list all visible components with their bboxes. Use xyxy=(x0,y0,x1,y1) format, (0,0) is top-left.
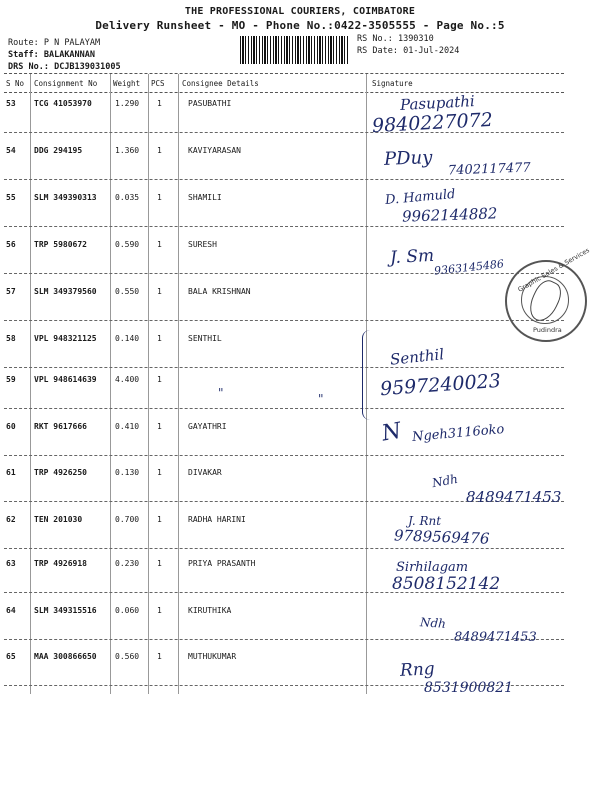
table-row xyxy=(0,327,600,374)
signature-phone: 8489471453 xyxy=(466,488,562,506)
consignee-cell: RADHA HARINI xyxy=(188,515,246,524)
row-divider xyxy=(4,548,564,549)
table-row xyxy=(0,186,600,233)
row-divider xyxy=(4,179,564,180)
col-header-signature: Signature xyxy=(372,79,413,88)
pcs-cell: 1 xyxy=(157,375,162,384)
consignee-cell: PASUBATHI xyxy=(188,99,232,108)
consignment-cell: TRP 4926918 xyxy=(34,559,87,568)
signature-name: Sirhilagam xyxy=(396,560,469,575)
stamp-text-bottom: Pudindra xyxy=(533,326,562,334)
drs-line xyxy=(8,62,121,72)
col-header-consignment: Consignment No xyxy=(34,79,98,88)
drs-value: DCJB139031005 xyxy=(54,62,121,72)
consignment-cell: SLM 349379560 xyxy=(34,287,97,296)
table-top-rule xyxy=(4,73,564,74)
consignment-cell: VPL 948321125 xyxy=(34,334,97,343)
table-row xyxy=(0,552,600,599)
pcs-cell: 1 xyxy=(157,515,162,524)
consignment-cell: TEN 201030 xyxy=(34,515,83,524)
grouping-brace xyxy=(362,330,373,420)
signature-name: Senthil xyxy=(389,345,445,369)
barcode xyxy=(240,36,350,64)
sno-cell: 59 xyxy=(6,375,16,384)
rs-no-line xyxy=(357,34,434,44)
sno-cell: 58 xyxy=(6,334,16,343)
sno-cell: 60 xyxy=(6,422,16,431)
signature-phone: Ngeh3116oko xyxy=(411,422,505,445)
consignment-cell: TRP 4926250 xyxy=(34,468,87,477)
rs-date-label: RS Date: xyxy=(357,46,398,56)
rs-no-value: 1390310 xyxy=(397,34,434,44)
table-row xyxy=(0,508,600,555)
row-divider xyxy=(4,320,564,321)
weight-cell: 0.590 xyxy=(115,240,140,249)
weight-cell: 0.130 xyxy=(115,468,140,477)
pcs-cell: 1 xyxy=(157,652,162,661)
pcs-cell: 1 xyxy=(157,422,162,431)
weight-cell: 0.035 xyxy=(115,193,140,202)
route-label: Route: xyxy=(8,38,39,48)
table-row xyxy=(0,368,600,415)
pcs-cell: 1 xyxy=(157,606,162,615)
pcs-cell: 1 xyxy=(157,287,162,296)
signature-phone: 9363145486 xyxy=(433,257,505,278)
consignment-cell: MAA 300866650 xyxy=(34,652,97,661)
consignee-cell: SENTHIL xyxy=(188,334,222,343)
sno-cell: 56 xyxy=(6,240,16,249)
consignee-cell: SURESH xyxy=(188,240,217,249)
weight-cell: 0.700 xyxy=(115,515,140,524)
consignee-cell: KAVIYARASAN xyxy=(188,146,241,155)
signature-phone: 7402117477 xyxy=(447,160,531,179)
signature-name: J. Rnt xyxy=(408,514,442,528)
consignee-cell: KIRUTHIKA xyxy=(188,606,232,615)
signature-name: D. Hamuld xyxy=(384,186,457,209)
consignee-cell: GAYATHRI xyxy=(188,422,227,431)
weight-cell: 1.290 xyxy=(115,99,140,108)
weight-cell: 0.550 xyxy=(115,287,140,296)
signature-phone: 8531900821 xyxy=(424,680,514,696)
consignment-cell: SLM 349390313 xyxy=(34,193,97,202)
weight-cell: 0.410 xyxy=(115,422,140,431)
consignee-cell: BALA KRISHNAN xyxy=(188,287,251,296)
staff-label: Staff: xyxy=(8,50,39,60)
table-row xyxy=(0,233,600,280)
route-line xyxy=(8,38,100,48)
sno-cell: 57 xyxy=(6,287,16,296)
weight-cell: 0.560 xyxy=(115,652,140,661)
pcs-cell: 1 xyxy=(157,334,162,343)
consignment-cell: TRP 5980672 xyxy=(34,240,87,249)
signature-phone: 9840227072 xyxy=(371,108,494,138)
pcs-cell: 1 xyxy=(157,468,162,477)
col-header-sno: S No xyxy=(6,79,25,88)
weight-cell: 0.230 xyxy=(115,559,140,568)
drs-label: DRS No.: xyxy=(8,62,49,72)
row-divider xyxy=(4,273,564,274)
signature-name: N xyxy=(379,418,404,447)
consignment-cell: TCG 41053970 xyxy=(34,99,92,108)
sno-cell: 55 xyxy=(6,193,16,202)
stamp-text-top: Graphic Sales & Services xyxy=(516,246,591,294)
sno-cell: 61 xyxy=(6,468,16,477)
signature-name: PDuy xyxy=(383,147,433,170)
signature-name: Ndh xyxy=(430,471,459,491)
staff-line xyxy=(8,50,95,60)
row-divider xyxy=(4,455,564,456)
signature-phone: 8489471453 xyxy=(454,630,537,645)
col-header-weight: Weight xyxy=(113,79,141,88)
signature-phone: 9597240023 xyxy=(379,369,502,401)
pcs-cell: 1 xyxy=(157,146,162,155)
pcs-cell: 1 xyxy=(157,559,162,568)
consignee-cell: MUTHUKUMAR xyxy=(188,652,237,661)
ditto-mark: " xyxy=(218,386,224,400)
pcs-cell: 1 xyxy=(157,99,162,108)
staff-value: BALAKANNAN xyxy=(43,50,96,60)
col-header-pcs: PCS xyxy=(151,79,165,88)
sno-cell: 63 xyxy=(6,559,16,568)
pcs-cell: 1 xyxy=(157,193,162,202)
row-divider xyxy=(4,132,564,133)
company-stamp xyxy=(505,246,591,342)
row-divider xyxy=(4,408,564,409)
consignee-cell: SHAMILI xyxy=(188,193,222,202)
row-divider xyxy=(4,226,564,227)
weight-cell: 0.140 xyxy=(115,334,140,343)
signature-name: Ndh xyxy=(419,615,447,631)
consignee-cell: PRIYA PRASANTH xyxy=(188,559,256,568)
signature-phone: 9962144882 xyxy=(401,204,498,226)
sno-cell: 65 xyxy=(6,652,16,661)
consignment-cell: VPL 948614639 xyxy=(34,375,97,384)
signature-phone: 9789569476 xyxy=(393,526,490,548)
signature-name: Rng xyxy=(399,659,436,681)
signature-phone: 8508152142 xyxy=(392,574,501,594)
table-row xyxy=(0,92,600,139)
ditto-mark: " xyxy=(318,392,324,406)
consignee-cell: DIVAKAR xyxy=(188,468,222,477)
sno-cell: 64 xyxy=(6,606,16,615)
runsheet-title: Delivery Runsheet - MO - Phone No.:0422-3505555 - Page No.:5 xyxy=(95,19,505,32)
col-header-consignee: Consignee Details xyxy=(182,79,259,88)
table-row xyxy=(0,415,600,462)
signature-name: J. Sm xyxy=(389,245,435,269)
rs-date-value: 01-Jul-2024 xyxy=(403,46,460,56)
sno-cell: 54 xyxy=(6,146,16,155)
signature-name: Pasupathi xyxy=(399,92,476,114)
weight-cell: 1.360 xyxy=(115,146,140,155)
sno-cell: 53 xyxy=(6,99,16,108)
route-value: P N PALAYAM xyxy=(43,38,101,48)
consignment-cell: RKT 9617666 xyxy=(34,422,87,431)
rs-date-line xyxy=(357,46,459,56)
weight-cell: 4.400 xyxy=(115,375,140,384)
weight-cell: 0.060 xyxy=(115,606,140,615)
company-title: THE PROFESSIONAL COURIERS, COIMBATORE xyxy=(184,6,416,17)
sno-cell: 62 xyxy=(6,515,16,524)
rs-no-label: RS No.: xyxy=(357,34,393,44)
consignment-cell: SLM 349315516 xyxy=(34,606,97,615)
consignment-cell: DDG 294195 xyxy=(34,146,83,155)
pcs-cell: 1 xyxy=(157,240,162,249)
